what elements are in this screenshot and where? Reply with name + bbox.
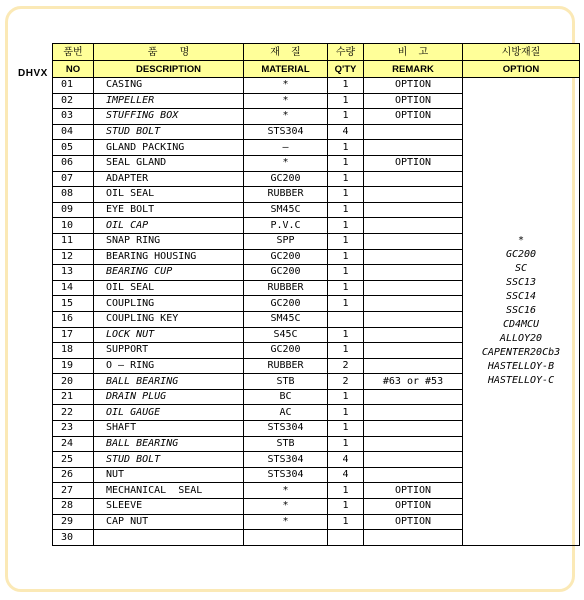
part-description: BALL BEARING [94, 374, 244, 390]
part-number: 16 [53, 311, 94, 327]
option-material: SSC13 [505, 277, 537, 289]
part-description: SUPPORT [94, 343, 244, 359]
part-material: SM45C [244, 311, 328, 327]
header-desc-en: DESCRIPTION [94, 61, 244, 78]
part-quantity: 4 [328, 452, 364, 468]
part-description: SEAL GLAND [94, 155, 244, 171]
part-quantity: 1 [328, 155, 364, 171]
part-material: BC [244, 389, 328, 405]
part-material: * [244, 483, 328, 499]
header-no-en: NO [53, 61, 94, 78]
part-number: 07 [53, 171, 94, 187]
part-remark: OPTION [364, 155, 463, 171]
part-number: 21 [53, 389, 94, 405]
part-remark [364, 467, 463, 483]
part-number: 08 [53, 187, 94, 203]
part-number: 18 [53, 343, 94, 359]
part-remark [364, 187, 463, 203]
option-material: GC200 [505, 249, 537, 261]
part-description: BEARING HOUSING [94, 249, 244, 265]
part-description: OIL SEAL [94, 187, 244, 203]
part-quantity: 1 [328, 405, 364, 421]
part-quantity [328, 311, 364, 327]
option-material: ALLOY20 [499, 333, 543, 345]
part-material: * [244, 499, 328, 515]
part-quantity: 1 [328, 436, 364, 452]
part-description: SLEEVE [94, 499, 244, 515]
part-description: LOCK NUT [94, 327, 244, 343]
option-material: SSC16 [505, 305, 537, 317]
part-material: GC200 [244, 249, 328, 265]
part-material: RUBBER [244, 280, 328, 296]
part-description: ADAPTER [94, 171, 244, 187]
part-number: 03 [53, 109, 94, 125]
part-material: * [244, 155, 328, 171]
part-quantity: 1 [328, 78, 364, 94]
part-remark [364, 171, 463, 187]
part-description: O – RING [94, 358, 244, 374]
part-description: CAP NUT [94, 514, 244, 530]
part-remark: OPTION [364, 93, 463, 109]
part-description: SNAP RING [94, 233, 244, 249]
part-quantity: 2 [328, 374, 364, 390]
part-quantity: 1 [328, 140, 364, 156]
part-quantity: 1 [328, 421, 364, 437]
part-remark [364, 421, 463, 437]
part-number: 01 [53, 78, 94, 94]
part-quantity: 1 [328, 343, 364, 359]
part-number: 09 [53, 202, 94, 218]
header-qty-kr: 수량 [328, 44, 364, 61]
part-material: STS304 [244, 124, 328, 140]
part-material: RUBBER [244, 187, 328, 203]
part-description: STUD BOLT [94, 452, 244, 468]
parts-table [52, 43, 580, 546]
part-description: OIL GAUGE [94, 405, 244, 421]
part-description: STUD BOLT [94, 124, 244, 140]
part-number: 26 [53, 467, 94, 483]
header-rem-en: REMARK [364, 61, 463, 78]
part-material: AC [244, 405, 328, 421]
part-material: GC200 [244, 171, 328, 187]
part-number: 06 [53, 155, 94, 171]
header-no-kr: 품번 [53, 44, 94, 61]
option-material: SSC14 [505, 291, 537, 303]
part-quantity [328, 530, 364, 546]
part-number: 24 [53, 436, 94, 452]
part-material: * [244, 514, 328, 530]
part-description: STUFFING BOX [94, 109, 244, 125]
part-remark [364, 233, 463, 249]
part-number: 29 [53, 514, 94, 530]
part-number: 22 [53, 405, 94, 421]
part-description: NUT [94, 467, 244, 483]
part-remark [364, 202, 463, 218]
part-quantity: 1 [328, 483, 364, 499]
part-quantity: 4 [328, 124, 364, 140]
part-number: 12 [53, 249, 94, 265]
part-number: 02 [53, 93, 94, 109]
part-quantity: 1 [328, 389, 364, 405]
part-remark [364, 311, 463, 327]
part-quantity: 1 [328, 296, 364, 312]
part-quantity: 1 [328, 93, 364, 109]
part-material: S45C [244, 327, 328, 343]
part-description: CASING [94, 78, 244, 94]
part-material: STB [244, 436, 328, 452]
part-description: OIL SEAL [94, 280, 244, 296]
part-number: 10 [53, 218, 94, 234]
part-remark [364, 452, 463, 468]
part-quantity: 1 [328, 514, 364, 530]
part-quantity: 4 [328, 467, 364, 483]
part-material: GC200 [244, 296, 328, 312]
part-remark: OPTION [364, 499, 463, 515]
header-row-english [53, 61, 580, 78]
part-quantity: 1 [328, 233, 364, 249]
option-material: * [517, 235, 525, 247]
part-number: 15 [53, 296, 94, 312]
part-number: 14 [53, 280, 94, 296]
part-number: 28 [53, 499, 94, 515]
part-remark [364, 296, 463, 312]
part-quantity: 2 [328, 358, 364, 374]
header-opt-kr: 시방재질 [463, 44, 580, 61]
part-number: 30 [53, 530, 94, 546]
part-remark [364, 530, 463, 546]
part-material: STB [244, 374, 328, 390]
part-quantity: 1 [328, 109, 364, 125]
part-remark [364, 358, 463, 374]
header-row-korean [53, 44, 580, 61]
part-number: 25 [53, 452, 94, 468]
part-remark: #63 or #53 [364, 374, 463, 390]
part-number: 05 [53, 140, 94, 156]
part-number: 23 [53, 421, 94, 437]
header-desc-kr: 품 명 [94, 44, 244, 61]
option-materials-cell [463, 78, 580, 546]
part-material: STS304 [244, 467, 328, 483]
option-material: HASTELLOY-B [487, 361, 555, 373]
part-remark: OPTION [364, 483, 463, 499]
part-quantity: 1 [328, 265, 364, 281]
part-description: BEARING CUP [94, 265, 244, 281]
part-description: BALL BEARING [94, 436, 244, 452]
part-number: 13 [53, 265, 94, 281]
header-qty-en: Q'TY [328, 61, 364, 78]
part-quantity: 1 [328, 171, 364, 187]
part-description: OIL CAP [94, 218, 244, 234]
header-mat-en: MATERIAL [244, 61, 328, 78]
part-remark [364, 405, 463, 421]
part-material: * [244, 109, 328, 125]
part-remark [364, 327, 463, 343]
part-remark: OPTION [364, 109, 463, 125]
part-remark [364, 124, 463, 140]
part-material: RUBBER [244, 358, 328, 374]
part-remark [364, 265, 463, 281]
part-remark [364, 280, 463, 296]
part-quantity: 1 [328, 202, 364, 218]
part-description: COUPLING [94, 296, 244, 312]
option-material: HASTELLOY-C [487, 375, 555, 387]
option-material: CD4MCU [502, 319, 540, 331]
part-number: 17 [53, 327, 94, 343]
part-remark [364, 436, 463, 452]
part-quantity: 1 [328, 280, 364, 296]
part-quantity: 1 [328, 249, 364, 265]
part-material: P.V.C [244, 218, 328, 234]
part-description: MECHANICAL SEAL [94, 483, 244, 499]
part-quantity: 1 [328, 499, 364, 515]
table-row [53, 78, 580, 94]
part-number: 04 [53, 124, 94, 140]
part-quantity: 1 [328, 218, 364, 234]
part-description: COUPLING KEY [94, 311, 244, 327]
part-material: SM45C [244, 202, 328, 218]
part-quantity: 1 [328, 327, 364, 343]
part-remark: OPTION [364, 514, 463, 530]
part-quantity: 1 [328, 187, 364, 203]
part-material: * [244, 93, 328, 109]
part-material: STS304 [244, 421, 328, 437]
part-material: SPP [244, 233, 328, 249]
part-remark [364, 343, 463, 359]
option-material: SC [514, 263, 528, 275]
model-label: DHVX [18, 68, 48, 79]
part-description: EYE BOLT [94, 202, 244, 218]
header-rem-kr: 비 고 [364, 44, 463, 61]
part-remark: OPTION [364, 78, 463, 94]
part-description: IMPELLER [94, 93, 244, 109]
part-remark [364, 389, 463, 405]
part-description: GLAND PACKING [94, 140, 244, 156]
part-description [94, 530, 244, 546]
part-number: 27 [53, 483, 94, 499]
part-remark [364, 140, 463, 156]
header-opt-en: OPTION [463, 61, 580, 78]
part-material: – [244, 140, 328, 156]
part-number: 11 [53, 233, 94, 249]
part-description: SHAFT [94, 421, 244, 437]
part-material: * [244, 78, 328, 94]
part-number: 20 [53, 374, 94, 390]
part-remark [364, 218, 463, 234]
part-description: DRAIN PLUG [94, 389, 244, 405]
part-material: GC200 [244, 265, 328, 281]
option-material: CAPENTER20Cb3 [481, 347, 561, 359]
part-material: GC200 [244, 343, 328, 359]
part-material [244, 530, 328, 546]
header-mat-kr: 재 질 [244, 44, 328, 61]
part-number: 19 [53, 358, 94, 374]
part-material: STS304 [244, 452, 328, 468]
part-remark [364, 249, 463, 265]
